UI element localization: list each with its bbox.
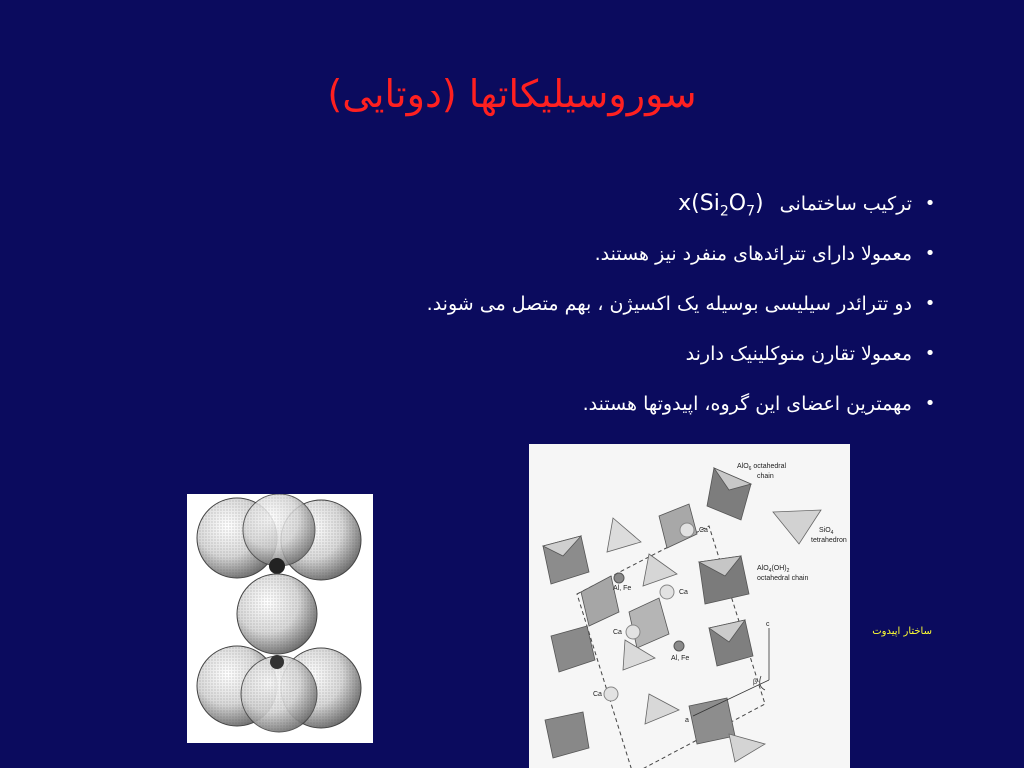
label-alo4-oh2: $AlO_4(OH)_2$ bbox=[757, 565, 790, 574]
bullet-list bbox=[236, 186, 936, 436]
bridging-oxygen-sphere bbox=[237, 574, 317, 654]
bullet-dot: • bbox=[924, 343, 936, 364]
epidote-structure-drawing bbox=[529, 444, 850, 768]
bottom-oxygen-spheres bbox=[197, 646, 361, 732]
slide-title: سوروسیلیکاتها (دوتایی) bbox=[327, 72, 697, 116]
chemical-formula: $x(Si_2O_7)$ bbox=[678, 191, 764, 220]
sphere-packing-drawing bbox=[187, 494, 373, 743]
label-octahedral-chain: octahedral chain bbox=[757, 575, 809, 582]
top-oxygen-spheres bbox=[197, 494, 361, 580]
label-al-fe-1: Al, Fe bbox=[613, 585, 632, 592]
bullet-item bbox=[236, 286, 936, 336]
bullet-text: معمولا تقارن منوکلینیک دارند bbox=[685, 343, 912, 365]
bullet-item bbox=[236, 386, 936, 436]
bullet-text: ترکیب ساختمانی bbox=[779, 193, 912, 215]
label-axis-a: a bbox=[685, 717, 689, 724]
bullet-item-structure-formula bbox=[236, 186, 936, 236]
label-alo6-octahedral: AlO$_6$ octahedral bbox=[737, 463, 787, 472]
label-al-fe-2: Al, Fe bbox=[671, 655, 690, 662]
bullet-item bbox=[236, 336, 936, 386]
label-axis-beta: β bbox=[753, 679, 758, 686]
bullet-item bbox=[236, 236, 936, 286]
bullet-text: مهمترین اعضای این گروه، اپیدوتها هستند. bbox=[582, 393, 912, 415]
bullet-dot: • bbox=[924, 393, 936, 414]
bullet-dot: • bbox=[924, 193, 936, 214]
label-ca-3: Ca bbox=[613, 629, 622, 636]
figure-caption: ساختار اپیدوت bbox=[872, 626, 932, 637]
bullet-dot: • bbox=[924, 243, 936, 264]
epidote-structure-figure bbox=[529, 444, 850, 768]
label-tetrahedron: tetrahedron bbox=[811, 537, 847, 544]
label-ca-4: Ca bbox=[593, 691, 602, 698]
label-sio4: SiO$_4$ bbox=[819, 527, 834, 536]
bullet-dot: • bbox=[924, 293, 936, 314]
bullet-text: دو تترائدر سیلیسی بوسیله یک اکسیژن ، بهم متصل می شوند. bbox=[426, 293, 912, 315]
label-axis-c: c bbox=[766, 621, 770, 628]
bullet-text: معمولا دارای تترائدهای منفرد نیز هستند. bbox=[594, 243, 912, 265]
label-ca-2: Ca bbox=[679, 589, 688, 596]
label-chain: chain bbox=[757, 473, 774, 480]
sphere-packing-figure bbox=[187, 494, 373, 743]
label-ca-1: Ca bbox=[699, 527, 708, 534]
